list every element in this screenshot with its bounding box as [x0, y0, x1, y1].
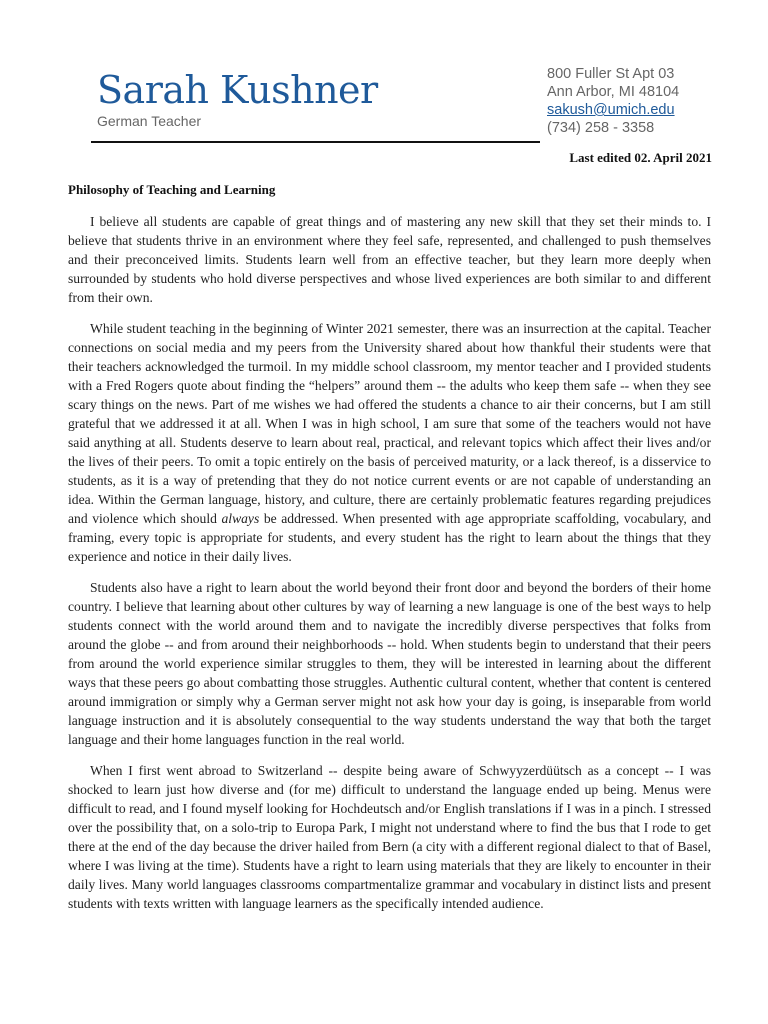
section-title: Philosophy of Teaching and Learning	[68, 182, 276, 197]
paragraph-2-part-2: be addressed. When presented with age appropriate scaffolding, vocabulary, and framing, every topic is appropriate for students, and every student has the right to learn about the things that they experience and notice in their daily lives.	[68, 511, 712, 564]
header-divider	[91, 141, 540, 143]
paragraph-2-emphasis: always	[221, 511, 260, 526]
email-link[interactable]: sakush@umich.edu	[547, 102, 675, 118]
author-subtitle: German Teacher	[97, 113, 202, 129]
paragraph-1: I believe all students are capable of great things and of mastering any new skill that they set their minds to. I believe that students thrive in an environment where they feel safe, represented, and challenged to push themselves and their preconceived limits. Students learn well from an effective teacher, but they learn more deeply when surrounded by students who hold diverse perspectives and whose lived experiences are both similar to and different from their own.	[68, 214, 711, 305]
paragraph-3: Students also have a right to learn about the world beyond their front door and beyond the borders of their home country. I believe that learning about other cultures by way of learning a new language is one of the best ways to help students connect with the world around them and to navigate the incredibly diverse perspectives that folks from around the globe -- and from around their neighborhoods -- hold. When students begin to understand that their peers from around the world experience similar struggles to them, they will be interested in learning about the different ways that these peers go about combatting those struggles. Authentic cultural content, whether that content is centered around immigration or simply why a German server might not ask how your day is going, is inseparable from world language instruction and it is absolutely consequential to the way students understand the way that both the target language and their home languages function in the real world.	[68, 580, 711, 747]
body-text	[68, 212, 711, 925]
contact-block	[547, 65, 679, 137]
last-edited-date: Last edited 02. April 2021	[569, 150, 712, 165]
paragraph-4: When I first went abroad to Switzerland -- despite being aware of Schwyyzerdüütsch as a concept -- I was shocked to learn just how diverse and (for me) difficult to understand the language ended up being. Menus were difficult to read, and I found myself looking for Hochdeutsch and/or English translations if I was in a pinch. I stressed over the possibility that, on a solo-trip to Europa Park, I might not understand where to find the bus that I rode to get there at the end of the day because the driver hailed from Bern (a city with a different regional dialect to that of Basel, where I was living at the time). Students have a right to learn using materials that they are likely to encounter in their daily lives. Many world languages classrooms compartmentalize grammar and vocabulary in distinct lists and present students with texts written with language learners as the specifically intended audience.	[68, 763, 711, 911]
address-line-2: Ann Arbor, MI 48104	[547, 84, 680, 100]
paragraph-2	[68, 319, 711, 566]
phone-number: (734) 258 - 3358	[547, 120, 655, 136]
paragraph-2-part-1: While student teaching in the beginning of Winter 2021 semester, there was an insurrection at the capital. Teacher connections on social media and my peers from the University shared about how thankful their students were that their teachers acknowledged the turmoil. In my middle school classroom, my mentor teacher and I provided students with a Fred Rogers quote about finding the “helpers” around them -- the adults who keep them safe -- when they see scary things on the news. Part of me wishes we had offered the students a chance to air their concerns, but I am still grateful that we addressed it at all. When I was in high school, I am sure that some of the teachers would not have said anything at all. Students deserve to learn about real, practical, and relevant topics which affect their lives and/or the lives of their peers. To omit a topic entirely on the basis of perceived maturity, or a lack thereof, is a disservice to students, as it is a way of pretending that they do not notice current events or are not capable of understanding an idea. Within the German language, history, and culture, there are certainly problematic features regarding prejudices and violence which should	[68, 321, 711, 526]
address-line-1: 800 Fuller St Apt 03	[547, 66, 675, 82]
author-name: Sarah Kushner	[97, 68, 378, 112]
